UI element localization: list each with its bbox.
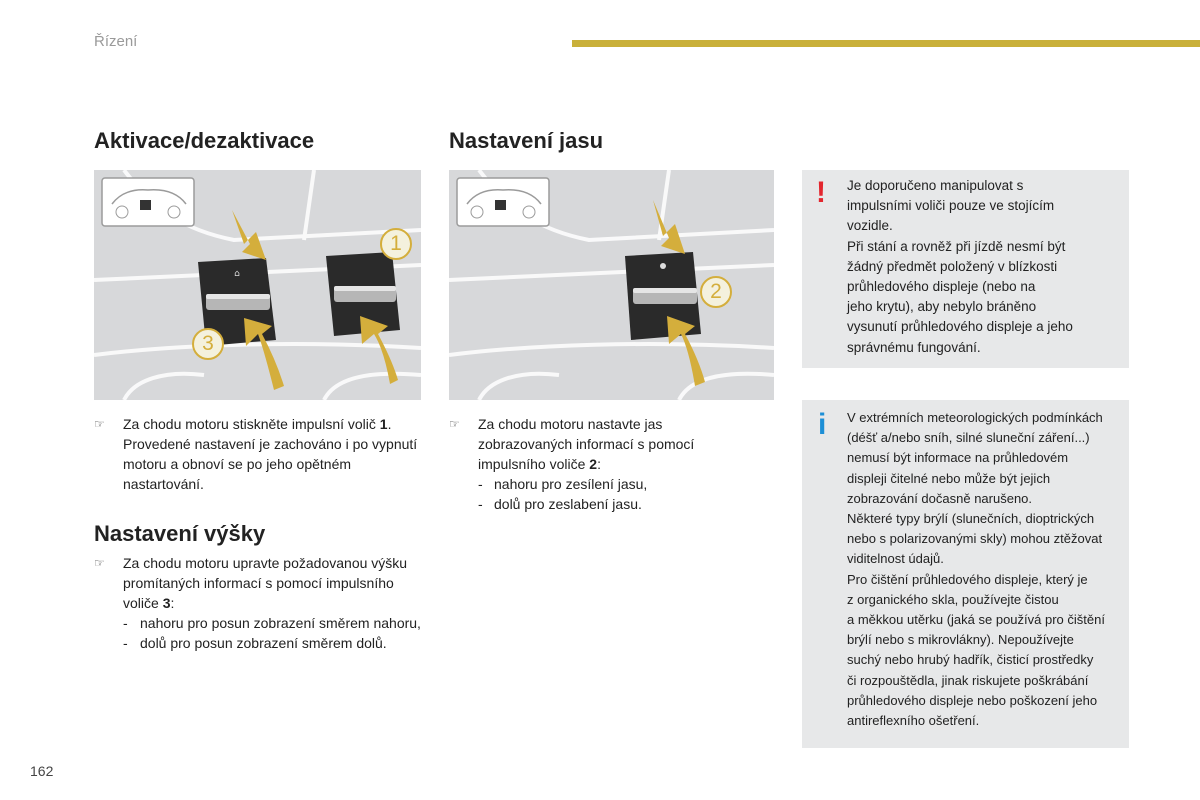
info-icon: i [818,408,827,441]
list-item: - dolů pro zeslabení jasu. [478,496,642,512]
info-text: V extrémních meteorologických podmínkách (déšť a/nebo sníh, silné sluneční záření...) nemusí být informace na průhledovém displeji čitelné nebo může být jejich zobrazování dočasně narušeno. Některé typy brýlí (slunečních, dioptrických nebo s polarizovanými skly) mohou ztěžovat viditelnost údajů. Pro čištění průhledového displeje, který je z organického skla, používejte čistou a měkkou utěrku (jaká se používá pro čištění brýlí nebo s mikrovlákny). Nepoužívejte suchý nebo hrubý hadřík, čisticí prostředky či rozpouštědla, jinak riskujete poškrábání průhledového displeje nebo poškození jeho antireflexního ošetření. [847,410,1105,729]
paragraph-height: ☞ Za chodu motoru upravte požadovanou výšku promítaných informací s pomocí impulsního voliče 3: - nahoru pro posun zobrazení směrem nahoru, - dolů pro posun zobrazení směrem dolů. [94,553,424,653]
callout-2: 2 [700,276,732,308]
illustration-activation [94,170,421,400]
warning-text: Je doporučeno manipulovat s impulsními voliči pouze ve stojícím vozidle. Při stání a rovněž při jízdě nesmí být žádný předmět položený v blízkosti průhledového displeje (nebo na jeho krytu), aby nebylo bráněno vysunutí průhledového displeje a jeho správnému fungování. [847,178,1073,355]
svg-text:⌂: ⌂ [234,269,240,279]
title-brightness: Nastavení jasu [449,128,604,153]
hand-pointer-icon: ☞ [94,556,105,570]
callout-1: 1 [380,228,412,260]
warning-icon: ! [816,176,826,209]
paragraph-activation: ☞ Za chodu motoru stiskněte impulsní volič 1. Provedené nastavení je zachováno i po vypnutí motoru a obnoví se po jeho opětném nastartování. [94,416,418,492]
paragraph-brightness: ☞ Za chodu motoru nastavte jas zobrazovaných informací s pomocí impulsního voliče 2: - nahoru pro zesílení jasu, - dolů pro zeslabení jasu. [449,414,749,514]
list-item: - dolů pro posun zobrazení směrem dolů. [123,635,387,651]
warning-note [802,170,1129,368]
title-activation: Aktivace/dezaktivace [94,128,315,153]
illustration-brightness [449,170,774,400]
header-accent-bar [572,40,1200,47]
page-number: 162 [30,763,54,779]
list-item: - nahoru pro posun zobrazení směrem nahoru, [123,615,421,631]
list-item: - nahoru pro zesílení jasu, [478,476,648,492]
hand-pointer-icon: ☞ [94,417,105,431]
info-note [802,400,1129,748]
running-header: Řízení [94,33,138,50]
title-height: Nastavení výšky [94,521,266,546]
callout-3: 3 [192,328,224,360]
hand-pointer-icon: ☞ [449,417,460,431]
